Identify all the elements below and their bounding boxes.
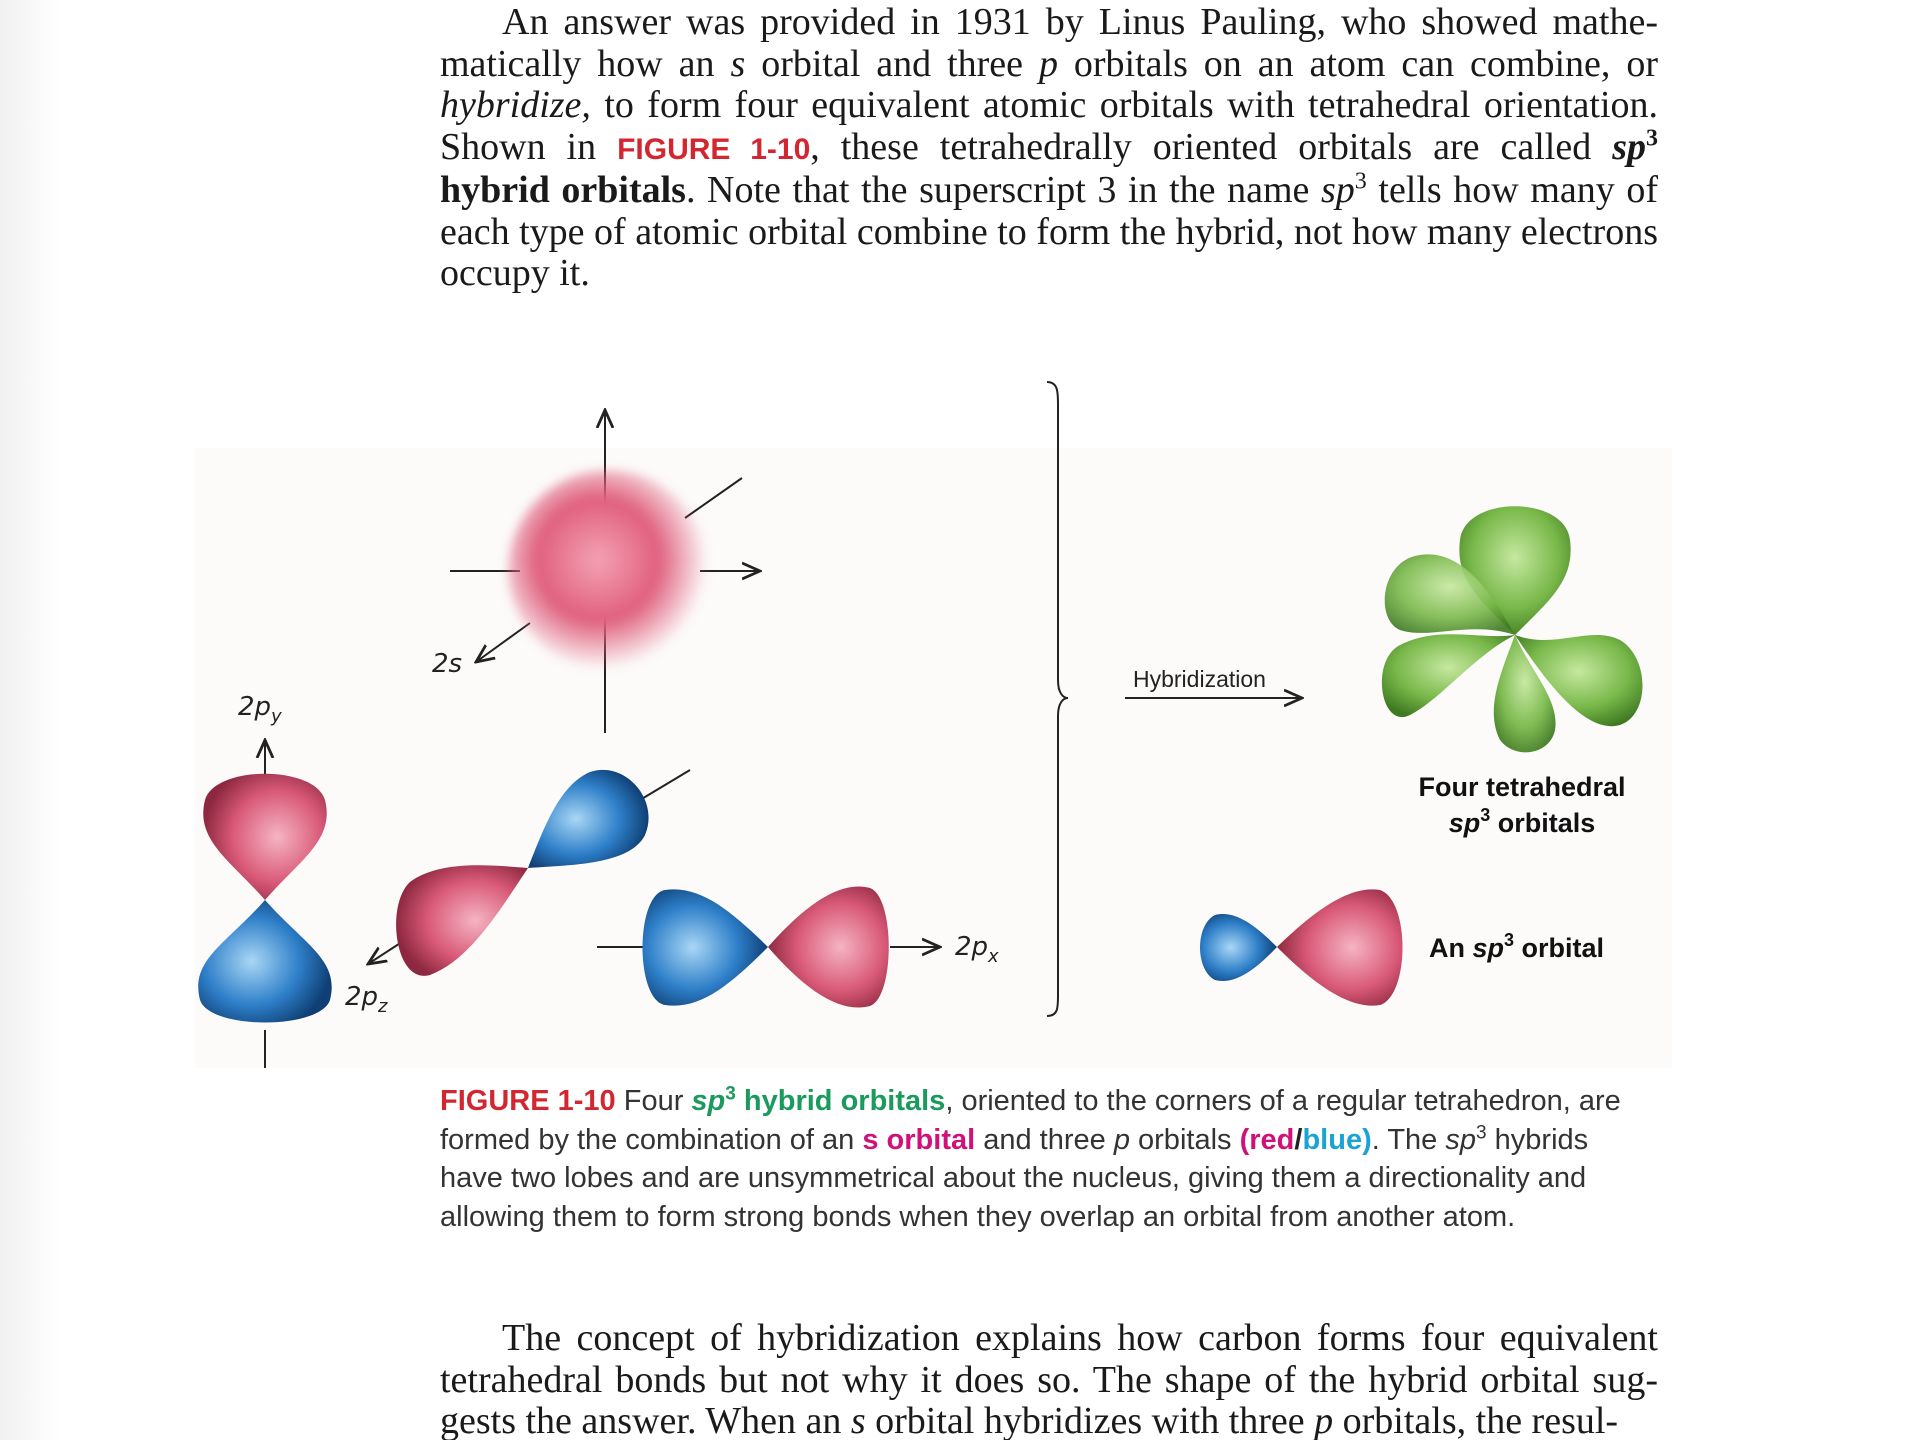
2s-orbital-group	[432, 410, 760, 733]
text-run: to form four equivalent atomic orbitals with tetrahedral orientation. Shown in	[440, 84, 1658, 168]
caption-blue: blue	[1302, 1123, 1363, 1156]
caption-slash: /	[1294, 1123, 1303, 1156]
2py-blue-lobe	[198, 900, 331, 1023]
superscript-3: 3	[1646, 124, 1658, 151]
figure-caption	[440, 1082, 1658, 1236]
label-2s: 2s	[432, 649, 463, 679]
term-hybrid-orbitals: hybrid orbitals	[440, 169, 686, 211]
caption-sp: sp	[1445, 1123, 1477, 1156]
italic-p: p	[1038, 42, 1058, 85]
label-2pz: $2p_z$	[345, 982, 388, 1017]
paragraph-concept	[440, 1318, 1658, 1440]
text-run: . Note that the superscript 3 in the name	[685, 169, 1321, 211]
s-orbital-sphere	[508, 470, 708, 670]
text-run: Four	[615, 1085, 692, 1117]
text-run: orbitals on an atom can combine, or	[1057, 42, 1658, 85]
italic-p: p	[1314, 1400, 1334, 1440]
tetrahedral-sp3-orbitals	[1382, 506, 1643, 752]
caption-sp: sp	[691, 1085, 726, 1117]
text-run: The concept of hybridization explains how carbon forms four equivalent tetrahedral bonds but not why it does so. The shape of the hybrid orbital suggests the answer. When an	[440, 1318, 1658, 1440]
caption-red: red	[1249, 1123, 1295, 1156]
italic-s: s	[850, 1400, 866, 1440]
caption-superscript: 3	[1476, 1121, 1487, 1143]
four-tetrahedral-label-line2: $sp^3$ orbitals	[1448, 805, 1596, 838]
2px-orbital-group	[597, 887, 999, 1008]
caption-paren: )	[1362, 1123, 1372, 1156]
text-run: orbitals	[1129, 1123, 1240, 1156]
caption-hybrid-orbitals: hybrid orbitals	[735, 1085, 946, 1117]
superscript-3: 3	[1354, 168, 1367, 195]
text-run: , these tetrahedrally oriented orbitals are called	[810, 125, 1613, 168]
caption-paren: (	[1239, 1123, 1250, 1156]
2pz-blue-lobe	[528, 770, 649, 868]
text-run: hybrids have two lobes and are unsymmetrical about the nucleus, giving them a directionality and allowing them to form strong bonds when they overlap an orbital from another atom.	[440, 1123, 1589, 1233]
italic-s: s	[730, 42, 746, 85]
text-run: An answer was provided in 1931 by Linus Pauling, who showed mathematically how an	[440, 1, 1658, 85]
text-run: orbitals, the resul-	[1333, 1400, 1619, 1440]
single-sp3-orbital	[1200, 889, 1403, 1005]
label-2px: $2p_x$	[955, 932, 999, 967]
text-run: , oriented to the corners of a regular tetrahedron, are formed by the combination of an	[440, 1085, 1621, 1156]
figure-reference-link[interactable]: FIGURE 1-10	[617, 132, 811, 166]
2px-red-lobe	[768, 887, 889, 1008]
axis-line	[685, 478, 742, 518]
four-tetrahedral-label-line1: Four tetrahedral	[1418, 772, 1626, 802]
grouping-brace	[1047, 382, 1068, 1016]
hybridization-label: Hybridization	[1133, 666, 1266, 692]
sp3-small-blue-lobe	[1200, 914, 1277, 981]
caption-figure-label: FIGURE 1-10	[440, 1085, 616, 1117]
2py-red-lobe	[203, 774, 326, 900]
italic-sp: sp	[1321, 169, 1355, 211]
2pz-orbital-group	[345, 770, 690, 1017]
text-run: . The	[1371, 1123, 1446, 1156]
caption-s-orbital: s orbital	[862, 1123, 976, 1156]
text-run: orbital hybridizes with three	[865, 1400, 1315, 1440]
axis-line	[640, 770, 690, 800]
text-run: tells how many of each type of atomic orbital combine to form the hybrid, not how many electrons occupy it.	[440, 169, 1658, 294]
caption-p: p	[1113, 1123, 1130, 1156]
z-axis-arrow	[476, 623, 530, 662]
caption-superscript: 3	[725, 1083, 736, 1105]
an-sp3-orbital-label: An $sp^3$ orbital	[1429, 930, 1605, 963]
2pz-red-lobe	[396, 865, 528, 976]
term-sp: sp	[1612, 125, 1646, 168]
text-run: orbital and three	[745, 42, 1039, 85]
sp3-large-red-lobe	[1277, 889, 1403, 1005]
text-run: and three	[975, 1123, 1114, 1156]
2py-orbital-group	[198, 692, 331, 1068]
italic-hybridize: hybridize,	[440, 84, 591, 126]
label-2py: $2p_y$	[238, 692, 282, 727]
2px-blue-lobe	[643, 889, 769, 1005]
